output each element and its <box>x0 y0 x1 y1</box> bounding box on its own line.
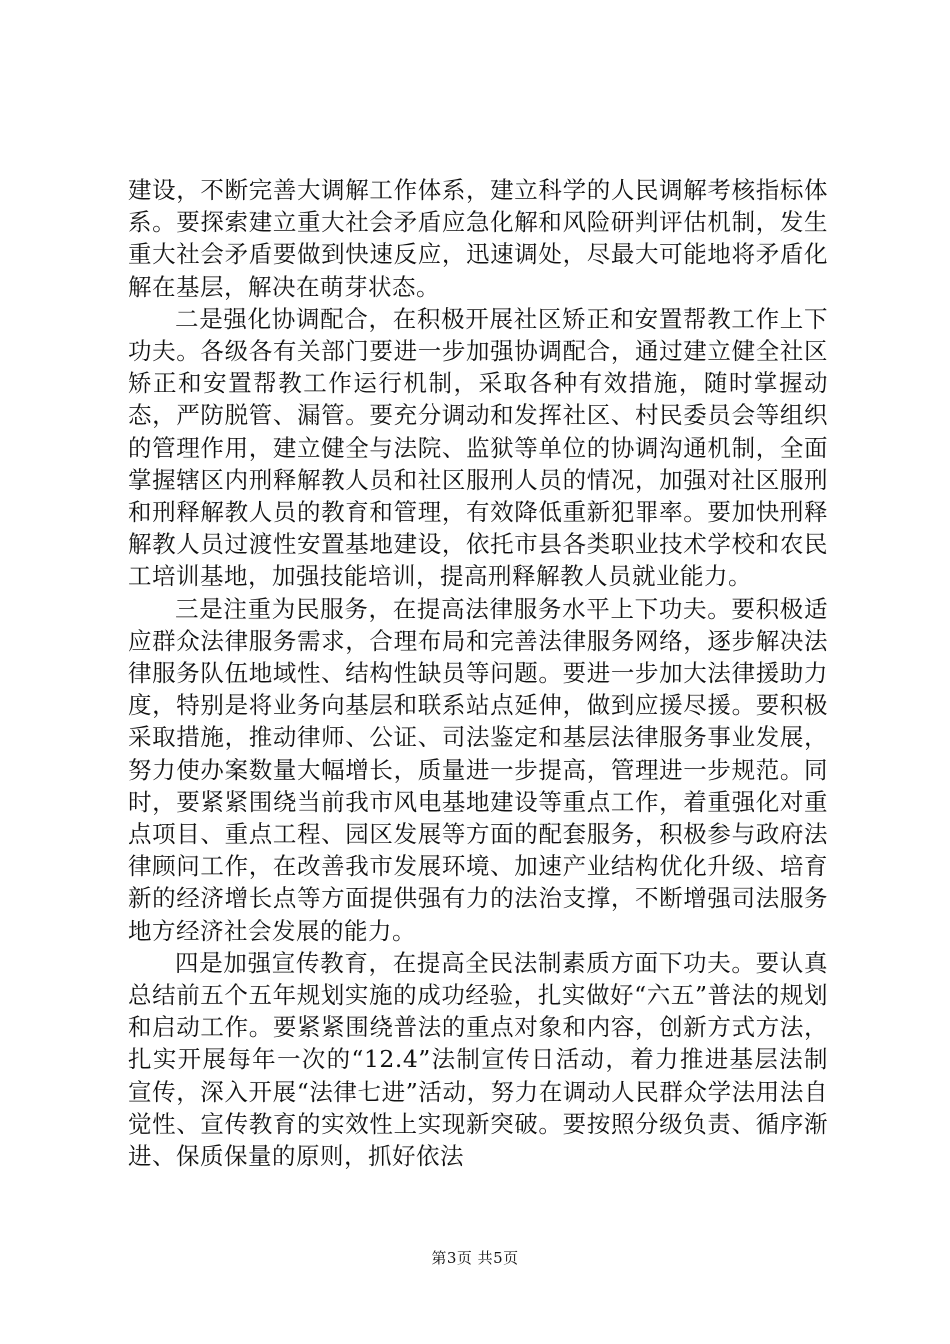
paragraph-4: 四是加强宣传教育，在提高全民法制素质方面下功夫。要认真总结前五个五年规划实施的成功经验，扎实做好“六五”普法的规划和启动工作。要紧紧围绕普法的重点对象和内容，创新方式方法，扎实开展每年一次的“12.4”法制宣传日活动，着力推进基层法制宣传，深入开展“法律七进”活动，努力在调动人民群众学法用法自觉性、宣传教育的实效性上实现新突破。要按照分级负责、循序渐进、保质保量的原则，抓好依法 <box>128 948 828 1171</box>
document-body <box>128 174 828 1172</box>
paragraph-3: 三是注重为民服务，在提高法律服务水平上下功夫。要积极适应群众法律服务需求，合理布局和完善法律服务网络，逐步解决法律服务队伍地域性、结构性缺员等问题。要进一步加大法律援助力度，特别是将业务向基层和联系站点延伸，做到应援尽援。要积极采取措施，推动律师、公证、司法鉴定和基层法律服务事业发展，努力使办案数量大幅增长，质量进一步提高，管理进一步规范。同时，要紧紧围绕当前我市风电基地建设等重点工作，着重强化对重点项目、重点工程、园区发展等方面的配套服务，积极参与政府法律顾问工作，在改善我市发展环境、加速产业结构优化升级、培育新的经济增长点等方面提供强有力的法治支撑，不断增强司法服务地方经济社会发展的能力。 <box>128 594 828 945</box>
paragraph-1: 建设，不断完善大调解工作体系，建立科学的人民调解考核指标体系。要探索建立重大社会矛盾应急化解和风险研判评估机制，发生重大社会矛盾要做到快速反应，迅速调处，尽最大可能地将矛盾化解在基层，解决在萌芽状态。 <box>128 176 828 301</box>
page-number-footer: 第3页 共5页 <box>431 1249 519 1267</box>
paragraph-2: 二是强化协调配合，在积极开展社区矫正和安置帮教工作上下功夫。各级各有关部门要进一步加强协调配合，通过建立健全社区矫正和安置帮教工作运行机制，采取各种有效措施，随时掌握动态，严防脱管、漏管。要充分调动和发挥社区、村民委员会等组织的管理作用，建立健全与法院、监狱等单位的协调沟通机制，全面掌握辖区内刑释解教人员和社区服刑人员的情况，加强对社区服刑和刑释解教人员的教育和管理，有效降低重新犯罪率。要加快刑释解教人员过渡性安置基地建设，依托市县各类职业技术学校和农民工培训基地，加强技能培训，提高刑释解教人员就业能力。 <box>128 304 828 591</box>
